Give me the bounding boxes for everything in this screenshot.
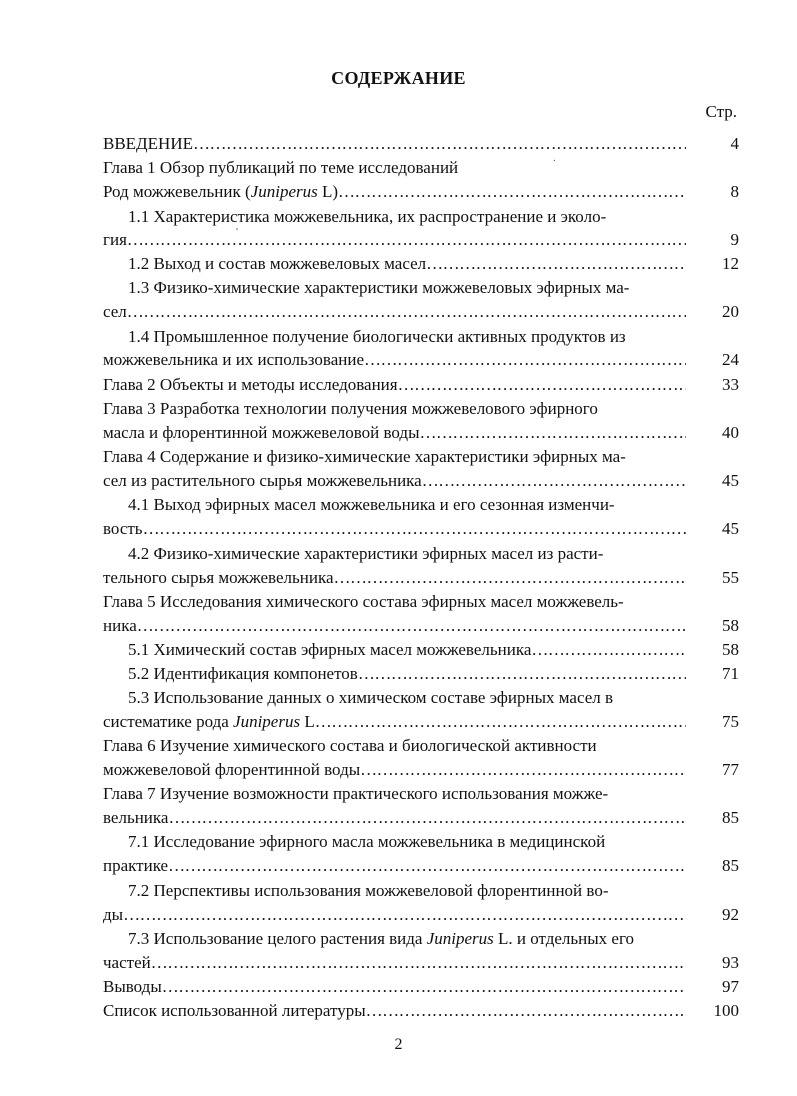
toc-entry-line: Глава 3 Разработка технологии получения можжевелового эфирного xyxy=(103,399,598,418)
toc-entry-line: Глава 5 Исследования химического состава эфирных масел можжевель- xyxy=(103,592,624,611)
scan-mark: ' xyxy=(236,226,238,238)
toc-page-number: 93 xyxy=(722,953,739,972)
toc-entry-line: Глава 7 Изучение возможности практического использования можже- xyxy=(103,784,609,803)
toc-entry-line: 5.3 Использование данных о химическом составе эфирных масел в xyxy=(128,688,614,707)
toc-page-number: 45 xyxy=(722,519,739,538)
toc-page-number: 20 xyxy=(722,302,739,321)
toc-page-number: 40 xyxy=(722,423,739,442)
toc-page-number: 9 xyxy=(730,230,739,249)
toc-page-number: 8 xyxy=(730,182,739,201)
toc-entry-line: Глава 4 Содержание и физико-химические характеристики эфирных ма- xyxy=(103,447,626,466)
toc-entry-line: можжевельника и их использование ………………………………………………………………………………………………………………………………………………………………… xyxy=(103,349,686,371)
toc-entry-line: сел из растительного сырья можжевельника ………………………………………………………………………………………………………………………………………………………………… xyxy=(103,470,686,492)
toc-entry-line: Глава 2 Объекты и методы исследования ………………………………………………………………………………………………………………………………………………………………… xyxy=(103,374,686,396)
toc-page-number: 71 xyxy=(722,664,739,683)
toc-page-number: 100 xyxy=(713,1001,739,1020)
toc-entry-line: можжевеловой флорентинной воды ………………………………………………………………………………………………………………………………………………………………… xyxy=(103,759,686,781)
toc-entry-line: 7.2 Перспективы использования можжевеловой флорентинной во- xyxy=(128,881,609,900)
toc-entry-line: ВВЕДЕНИЕ ………………………………………………………………………………………………………………………………………………………………… xyxy=(103,133,686,155)
toc-entry-line: 1.2 Выход и состав можжевеловых масел ………………………………………………………………………………………………………………………………………………………………… xyxy=(128,253,686,275)
pages-column-header: Стр. xyxy=(705,102,737,121)
toc-page-number: 85 xyxy=(722,856,739,875)
toc-entry-line: масла и флорентинной можжевеловой воды ………………………………………………………………………………………………………………………………………………………………… xyxy=(103,422,686,444)
toc-entry-line: частей ………………………………………………………………………………………………………………………………………………………………… xyxy=(103,952,686,974)
genus-name: Juniperus xyxy=(250,182,318,201)
toc-title: СОДЕРЖАНИЕ xyxy=(331,68,466,88)
toc-entry-line: ды ………………………………………………………………………………………………………………………………………………………………… xyxy=(103,904,686,926)
toc-entry-line: 7.3 Использование целого растения вида Juniperus L. и отдельных его xyxy=(128,929,635,948)
toc-page-number: 85 xyxy=(722,808,739,827)
toc-entry-line: 1.4 Промышленное получение биологически активных продуктов из xyxy=(128,327,626,346)
toc-entry-line: гия ………………………………………………………………………………………………………………………………………………………………… xyxy=(103,229,686,251)
genus-name: Juniperus xyxy=(426,929,494,948)
toc-page-number: 58 xyxy=(722,616,739,635)
toc-page-number: 45 xyxy=(722,471,739,490)
toc-entry-line: вельника ………………………………………………………………………………………………………………………………………………………………… xyxy=(103,807,686,829)
toc-page-number: 58 xyxy=(722,640,739,659)
toc-entry-line: практике ………………………………………………………………………………………………………………………………………………………………… xyxy=(103,855,686,877)
toc-entry-line: систематике рода Juniperus L ………………………………………………………………………………………………………………………………………………………………… xyxy=(103,711,686,733)
genus-name: Juniperus xyxy=(233,712,301,731)
toc-entry-line: 1.3 Физико-химические характеристики можжевеловых эфирных ма- xyxy=(128,278,630,297)
toc-page-number: 24 xyxy=(722,350,739,369)
toc-entry-line: 1.1 Характеристика можжевельника, их распространение и эколо- xyxy=(128,207,607,226)
toc-entry-line: 4.2 Физико-химические характеристики эфирных масел из расти- xyxy=(128,544,604,563)
toc-page-number: 92 xyxy=(722,905,739,924)
scan-mark: . xyxy=(553,152,556,164)
toc-page-number: 12 xyxy=(722,254,739,273)
page-number: 2 xyxy=(394,1036,403,1053)
toc-entry-line: 5.2 Идентификация компонетов ………………………………………………………………………………………………………………………………………………………………… xyxy=(128,663,686,685)
toc-entry-line: 5.1 Химический состав эфирных масел можжевельника ………………………………………………………………………………………………………………………………………………………………… xyxy=(128,639,686,661)
toc-entry-line: 7.1 Исследование эфирного масла можжевельника в медицинской xyxy=(128,832,606,851)
toc-page-number: 75 xyxy=(722,712,739,731)
toc-entry-line: Список использованной литературы ………………………………………………………………………………………………………………………………………………………………… xyxy=(103,1000,686,1022)
toc-entry-line: сел ………………………………………………………………………………………………………………………………………………………………… xyxy=(103,301,686,323)
toc-entry-line: Выводы ………………………………………………………………………………………………………………………………………………………………… xyxy=(103,976,686,998)
toc-page-number: 77 xyxy=(722,760,739,779)
toc-entry-line: вость ………………………………………………………………………………………………………………………………………………………………… xyxy=(103,518,686,540)
toc-page-number: 55 xyxy=(722,568,739,587)
toc-entry-line: ника ………………………………………………………………………………………………………………………………………………………………… xyxy=(103,615,686,637)
toc-page-number: 97 xyxy=(722,977,739,996)
toc-page-number: 33 xyxy=(722,375,739,394)
toc-entry-line: Глава 1 Обзор публикаций по теме исследований xyxy=(103,158,459,177)
toc-page-number: 4 xyxy=(730,134,739,153)
toc-entry-line: Род можжевельник (Juniperus L) ………………………………………………………………………………………………………………………………………………………………… xyxy=(103,181,686,203)
toc-entry-line: 4.1 Выход эфирных масел можжевельника и его сезонная изменчи- xyxy=(128,495,615,514)
toc-entry-line: Глава 6 Изучение химического состава и биологической активности xyxy=(103,736,597,755)
toc-entry-line: тельного сырья можжевельника ………………………………………………………………………………………………………………………………………………………………… xyxy=(103,567,686,589)
